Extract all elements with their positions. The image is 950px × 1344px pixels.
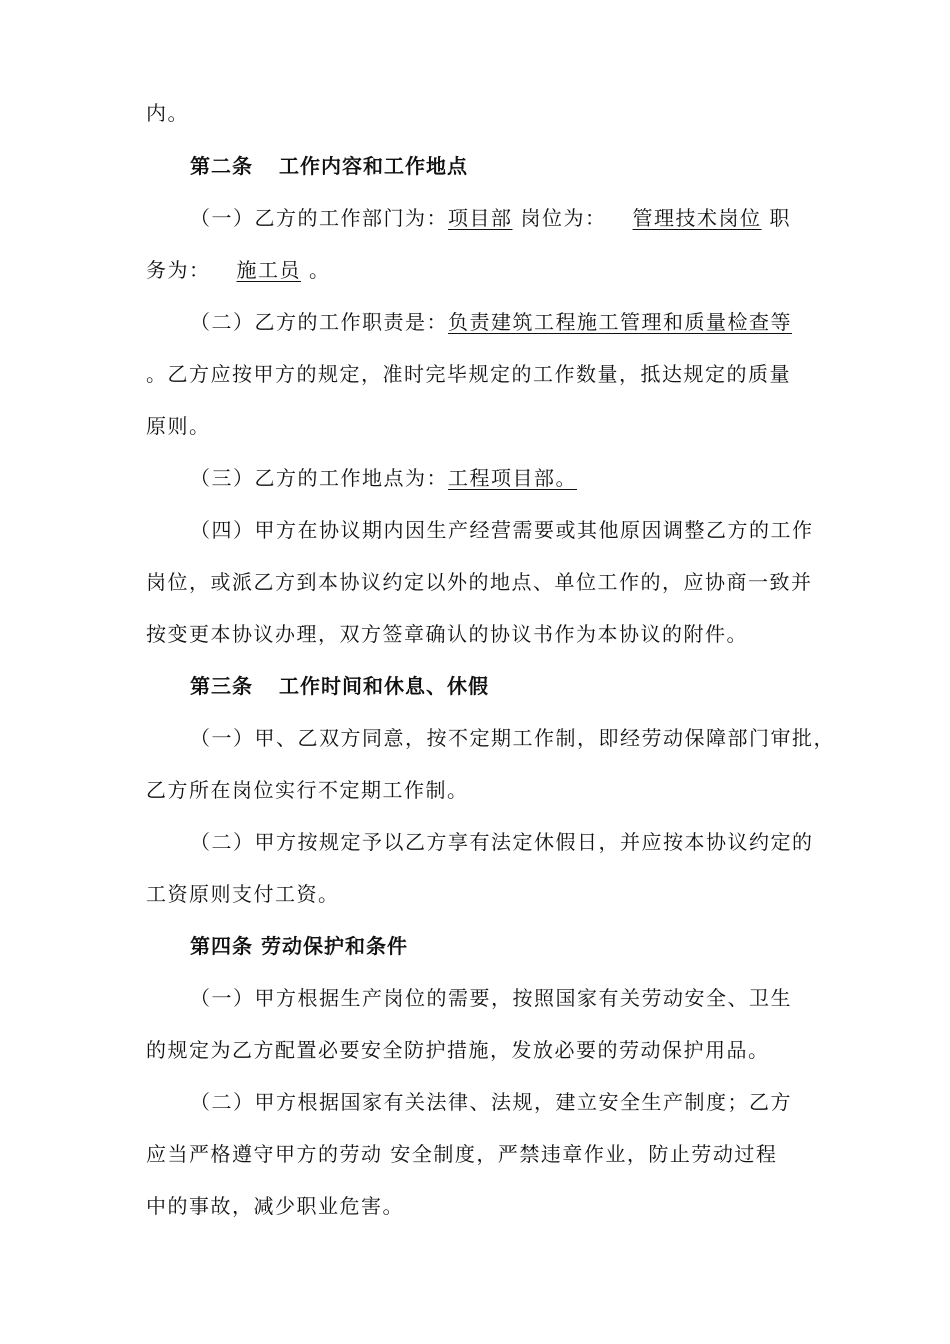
paragraph-line	[146, 99, 846, 127]
paragraph-line	[146, 1192, 846, 1220]
paragraph-line	[190, 724, 890, 752]
text: （一）甲方根据生产岗位的需要，按照国家有关劳动安全、卫生	[190, 986, 792, 1010]
text: 务为：	[146, 258, 211, 282]
article-heading-3	[190, 672, 890, 700]
post-field: 管理技术岗位	[632, 206, 762, 230]
text: （三）乙方的工作地点为：	[190, 466, 448, 490]
text: 乙方所在岗位实行不定期工作制。	[146, 778, 469, 802]
text: （二）甲方按规定予以乙方享有法定休假日，并应按本协议约定的	[190, 830, 814, 854]
article-title: 工作内容和工作地点	[279, 154, 468, 178]
paragraph-line	[146, 776, 846, 804]
paragraph-line	[146, 360, 846, 388]
paragraph-line	[190, 516, 890, 544]
paragraph-line	[190, 984, 890, 1012]
article-label: 第四条	[190, 934, 253, 958]
text: （四）甲方在协议期内因生产经营需要或其他原因调整乙方的工作	[190, 518, 814, 542]
text: （一）乙方的工作部门为：	[190, 206, 448, 230]
department-field: 项目部	[448, 206, 513, 230]
text: 。乙方应按甲方的规定，准时完毕规定的工作数量，抵达规定的质量	[146, 362, 791, 386]
paragraph-line	[190, 308, 890, 336]
role-field: 施工员	[236, 258, 301, 282]
text: 岗位，或派乙方到本协议约定以外的地点、单位工作的，应协商一致并	[146, 570, 813, 594]
article-heading-4	[190, 932, 890, 960]
paragraph-line	[146, 256, 846, 284]
article-heading-2	[190, 152, 890, 180]
paragraph-line	[190, 464, 890, 492]
text: 内。	[146, 101, 189, 125]
text: 中的事故，减少职业危害。	[146, 1194, 404, 1218]
article-title: 工作时间和休息、休假	[279, 674, 489, 698]
paragraph-line	[146, 568, 846, 596]
paragraph-line	[146, 412, 846, 440]
paragraph-line	[146, 1036, 846, 1064]
paragraph-line	[146, 880, 846, 908]
text: 。	[309, 258, 331, 282]
duty-field: 负责建筑工程施工管理和质量检查等	[448, 310, 792, 334]
text: 岗位为：	[520, 206, 607, 230]
text: （一）甲、乙双方同意，按不定期工作制，即经劳动保障部门审批，	[190, 726, 835, 750]
paragraph-line	[190, 828, 890, 856]
text: 原则。	[146, 414, 211, 438]
article-title: 劳动保护和条件	[261, 934, 408, 958]
paragraph-line	[146, 1140, 846, 1168]
paragraph-line	[190, 1088, 890, 1116]
text: 应当严格遵守甲方的劳动 安全制度，严禁违章作业，防止劳动过程	[146, 1142, 778, 1166]
article-label: 第三条	[190, 674, 253, 698]
article-label: 第二条	[190, 154, 253, 178]
text: 的规定为乙方配置必要安全防护措施，发放必要的劳动保护用品。	[146, 1038, 770, 1062]
text: 职	[769, 206, 791, 230]
text: （二）甲方根据国家有关法律、法规，建立安全生产制度；乙方	[190, 1090, 792, 1114]
workplace-field: 工程项目部。	[448, 466, 577, 490]
paragraph-line	[190, 204, 890, 232]
text: 按变更本协议办理，双方签章确认的协议书作为本协议的附件。	[146, 622, 748, 646]
paragraph-line	[146, 620, 846, 648]
text: 工资原则支付工资。	[146, 882, 340, 906]
text: （二）乙方的工作职责是：	[190, 310, 448, 334]
